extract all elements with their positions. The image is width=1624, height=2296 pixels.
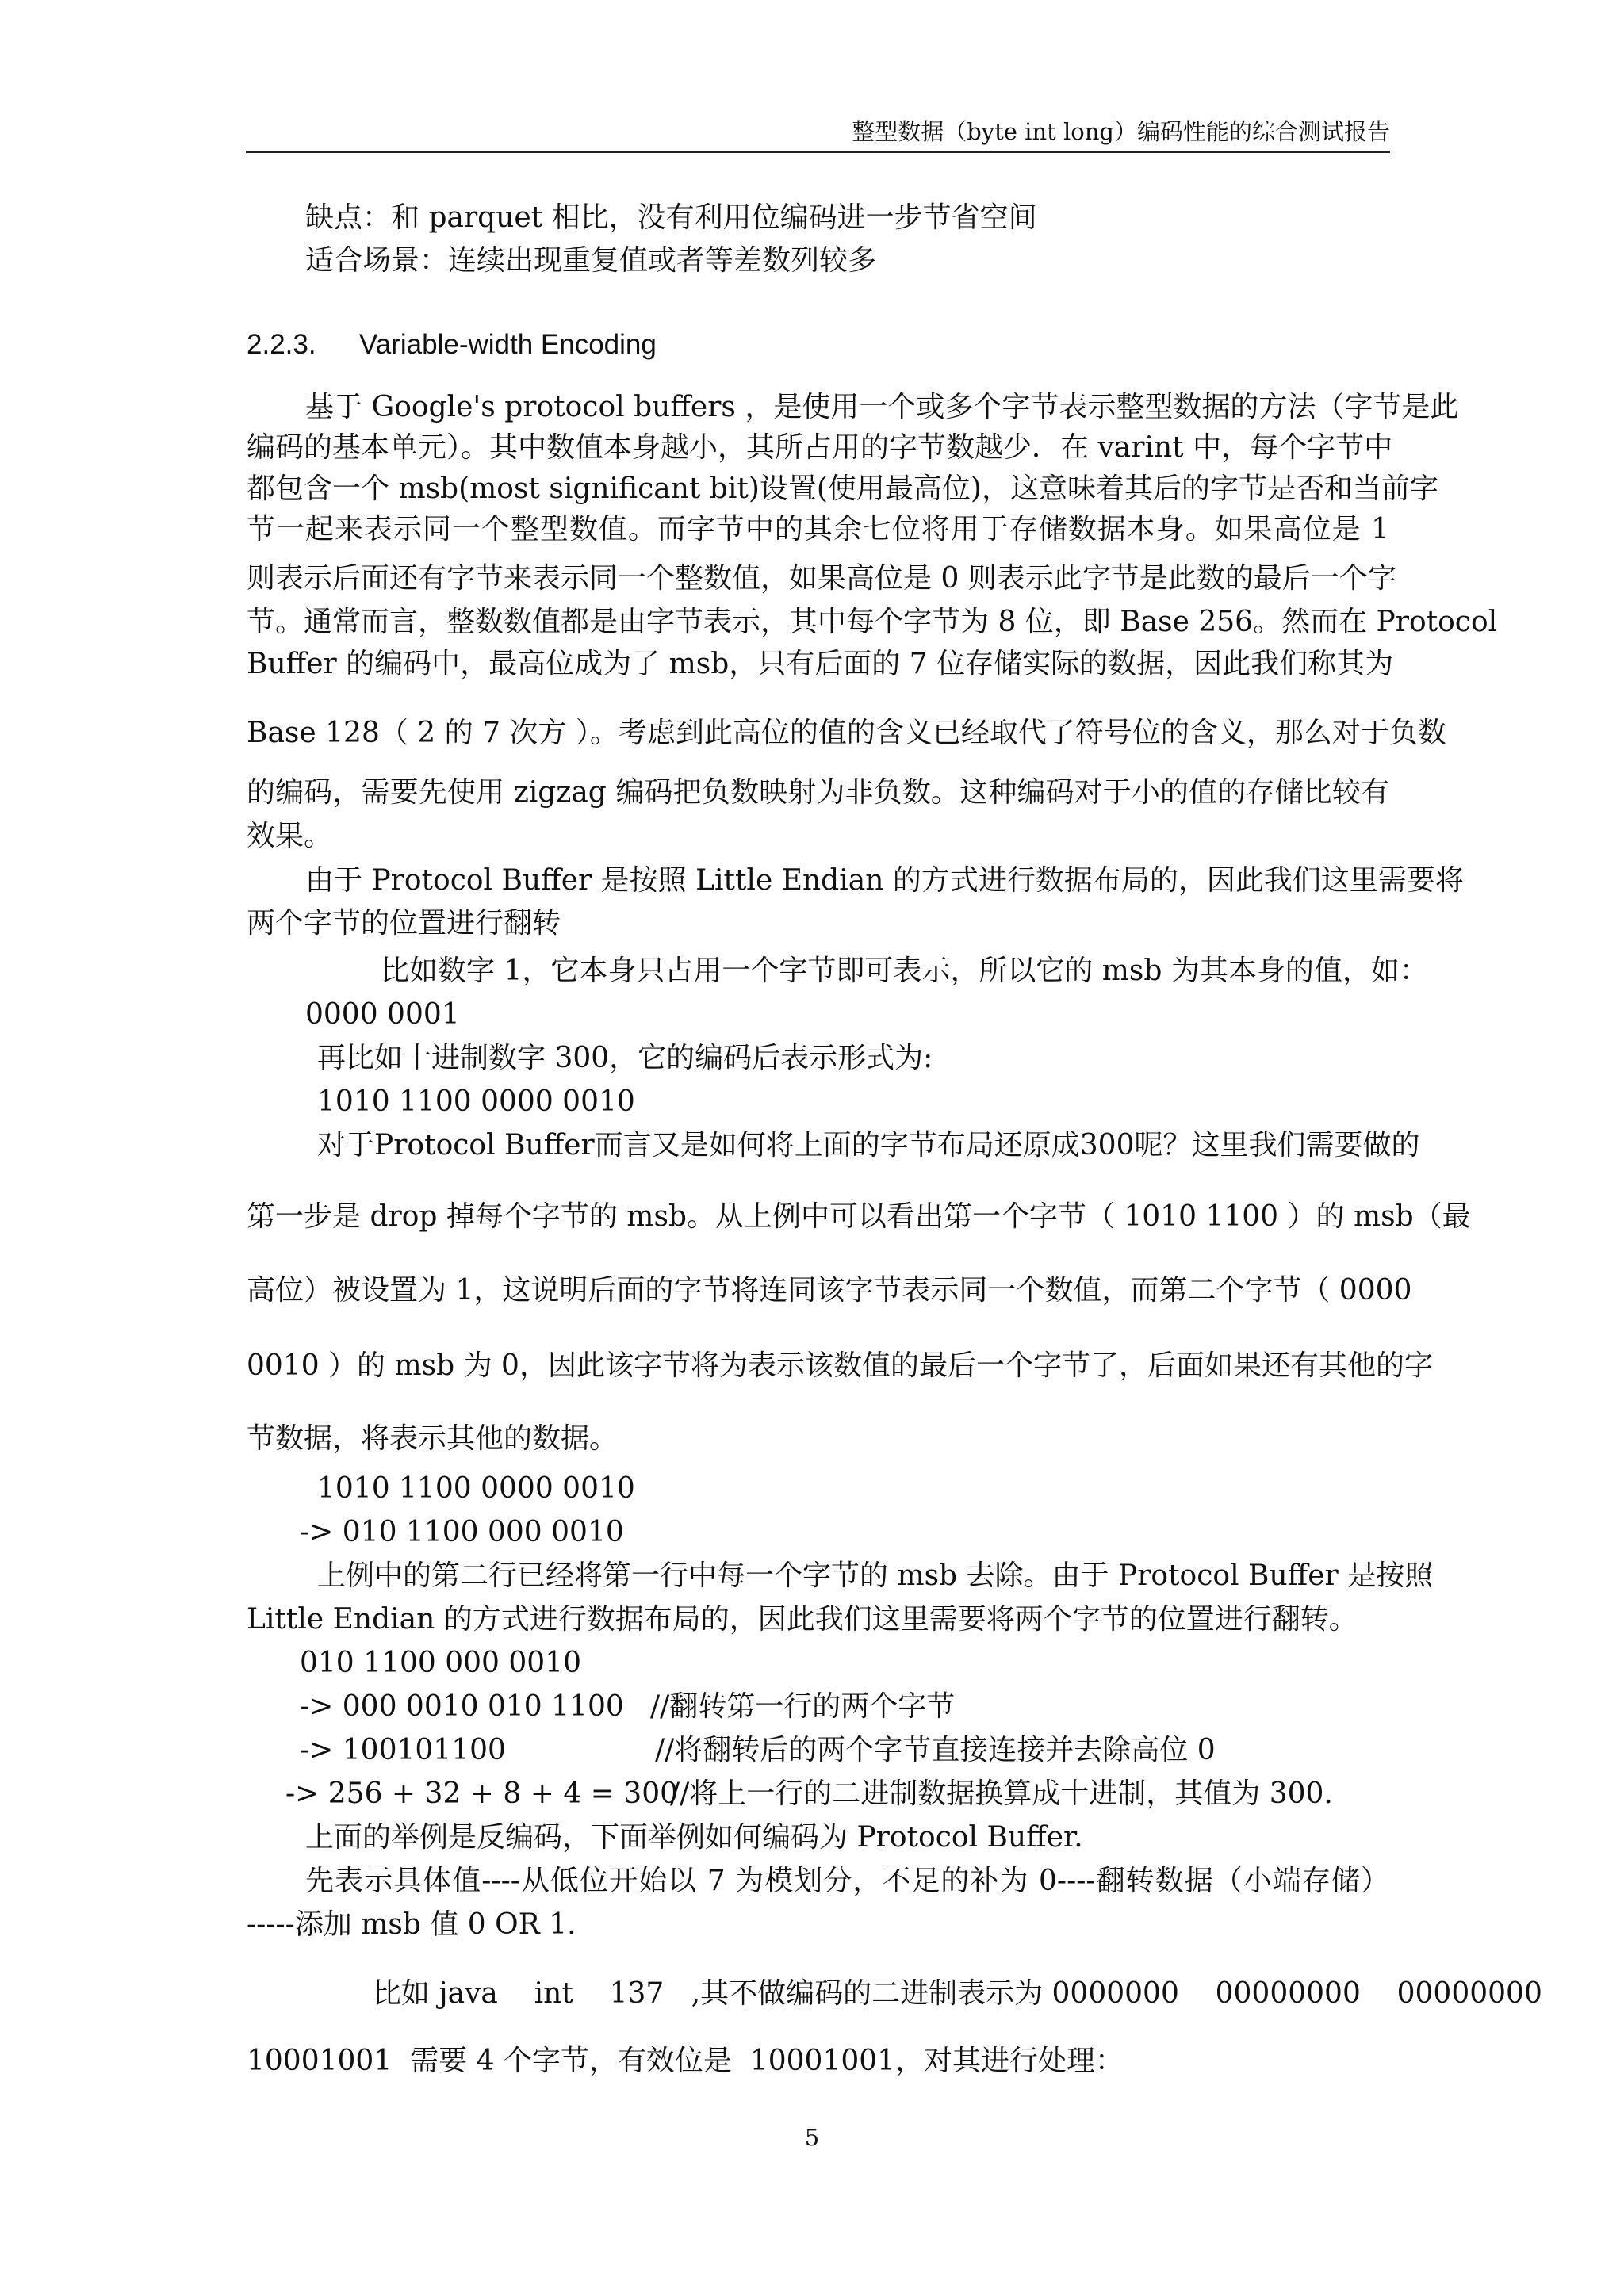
paragraph-line: -----添加 msb 值 0 OR 1.: [247, 1908, 576, 1941]
paragraph-line: 缺点：和 parquet 相比，没有利用位编码进一步节省空间: [305, 201, 1037, 234]
paragraph-line: Base 128（ 2 的 7 次方 ）。考虑到此高位的值的含义已经取代了符号位的含义，那么对于负数: [247, 717, 1446, 749]
paragraph-line: 节一起来表示同一个整型数值。而字节中的其余七位将用于存储数据本身。如果高位是 1: [247, 513, 1389, 545]
code-comment: //翻转第一行的两个字节: [650, 1690, 956, 1723]
code-comment: //将上一行的二进制数据换算成十进制，其值为 300.: [670, 1777, 1333, 1810]
code-line: 1010 1100 0000 0010: [317, 1472, 635, 1505]
section-title: Variable-width Encoding: [359, 329, 657, 360]
code-line: -> 100101100: [300, 1734, 506, 1766]
paragraph-line: 编码的基本单元）。其中数值本身越小，其所占用的字节数越少．在 varint 中，每个字节中: [247, 431, 1393, 464]
paragraph-line: 上面的举例是反编码，下面举例如何编码为 Protocol Buffer.: [305, 1821, 1083, 1854]
paragraph-line: 节。通常而言，整数数值都是由字节表示，其中每个字节为 8 位，即 Base 256。然而在 Protocol: [247, 606, 1498, 638]
paragraph-line: 先表示具体值----从低位开始以 7 为模划分，不足的补为 0----翻转数据（小端存储）: [305, 1865, 1389, 1897]
paragraph-line: 对于Protocol Buffer而言又是如何将上面的字节布局还原成300呢？这里我们需要做的: [317, 1129, 1420, 1161]
header-rule: [246, 151, 1390, 153]
section-number: 2.2.3.: [247, 329, 316, 360]
paragraph-line: 的编码，需要先使用 zigzag 编码把负数映射为非负数。这种编码对于小的值的存储比较有: [247, 776, 1389, 809]
paragraph-line: 0010 ）的 msb 为 0，因此该字节将为表示该数值的最后一个字节了，后面如果还有其他的字: [247, 1349, 1433, 1382]
paragraph-line: 适合场景：连续出现重复值或者等差数列较多: [305, 244, 877, 277]
paragraph-line: 10001001 需要 4 个字节，有效位是 10001001，对其进行处理：: [247, 2045, 1124, 2077]
paragraph-line: 由于 Protocol Buffer 是按照 Little Endian 的方式进行数据布局的，因此我们这里需要将: [305, 864, 1464, 897]
code-line: 010 1100 000 0010: [300, 1647, 581, 1679]
paragraph-line: 节数据，将表示其他的数据。: [247, 1422, 619, 1455]
paragraph-line: 效果。: [247, 820, 333, 852]
paragraph-line: Little Endian 的方式进行数据布局的，因此我们这里需要将两个字节的位置进行翻转。: [247, 1603, 1358, 1636]
code-line: 0000 0001: [305, 998, 460, 1031]
running-header: 整型数据（byte int long）编码性能的综合测试报告: [852, 118, 1390, 145]
paragraph-line: 基于 Google's protocol buffers ，是使用一个或多个字节表示整型数据的方法（字节是此: [305, 391, 1459, 423]
paragraph-line: 两个字节的位置进行翻转: [247, 907, 561, 939]
page-number: 5: [804, 2124, 820, 2151]
paragraph-line: 比如数字 1，它本身只占用一个字节即可表示，所以它的 msb 为其本身的值，如：: [381, 955, 1428, 987]
code-comment: //将翻转后的两个字节直接连接并去除高位 0: [655, 1734, 1216, 1766]
paragraph-line: 则表示后面还有字节来表示同一个整数值，如果高位是 0 则表示此字节是此数的最后一个字: [247, 562, 1396, 595]
paragraph-line: 比如 java int 137 ,其不做编码的二进制表示为 0000000 00000000 00000000: [373, 1977, 1542, 2010]
paragraph-line: 上例中的第二行已经将第一行中每一个字节的 msb 去除。由于 Protocol Buffer 是按照: [317, 1559, 1434, 1592]
paragraph-line: 都包含一个 msb(most significant bit)设置(使用最高位)，这意味着其后的字节是否和当前字: [247, 473, 1438, 505]
paragraph-line: Buffer 的编码中，最高位成为了 msb，只有后面的 7 位存储实际的数据，因此我们称其为: [247, 648, 1394, 680]
code-line: 1010 1100 0000 0010: [317, 1085, 635, 1118]
code-line: -> 000 0010 010 1100: [300, 1690, 624, 1723]
paragraph-line: 再比如十进制数字 300，它的编码后表示形式为:: [317, 1042, 933, 1074]
section-heading: [247, 325, 1389, 365]
paragraph-line: 高位）被设置为 1，这说明后面的字节将连同该字节表示同一个数值，而第二个字节（ 0000: [247, 1274, 1412, 1307]
paragraph-line: 第一步是 drop 掉每个字节的 msb。从上例中可以看出第一个字节（ 1010 1100 ）的 msb（最: [247, 1200, 1471, 1233]
code-line: -> 256 + 32 + 8 + 4 = 300: [285, 1777, 679, 1810]
code-line: -> 010 1100 000 0010: [300, 1516, 624, 1548]
